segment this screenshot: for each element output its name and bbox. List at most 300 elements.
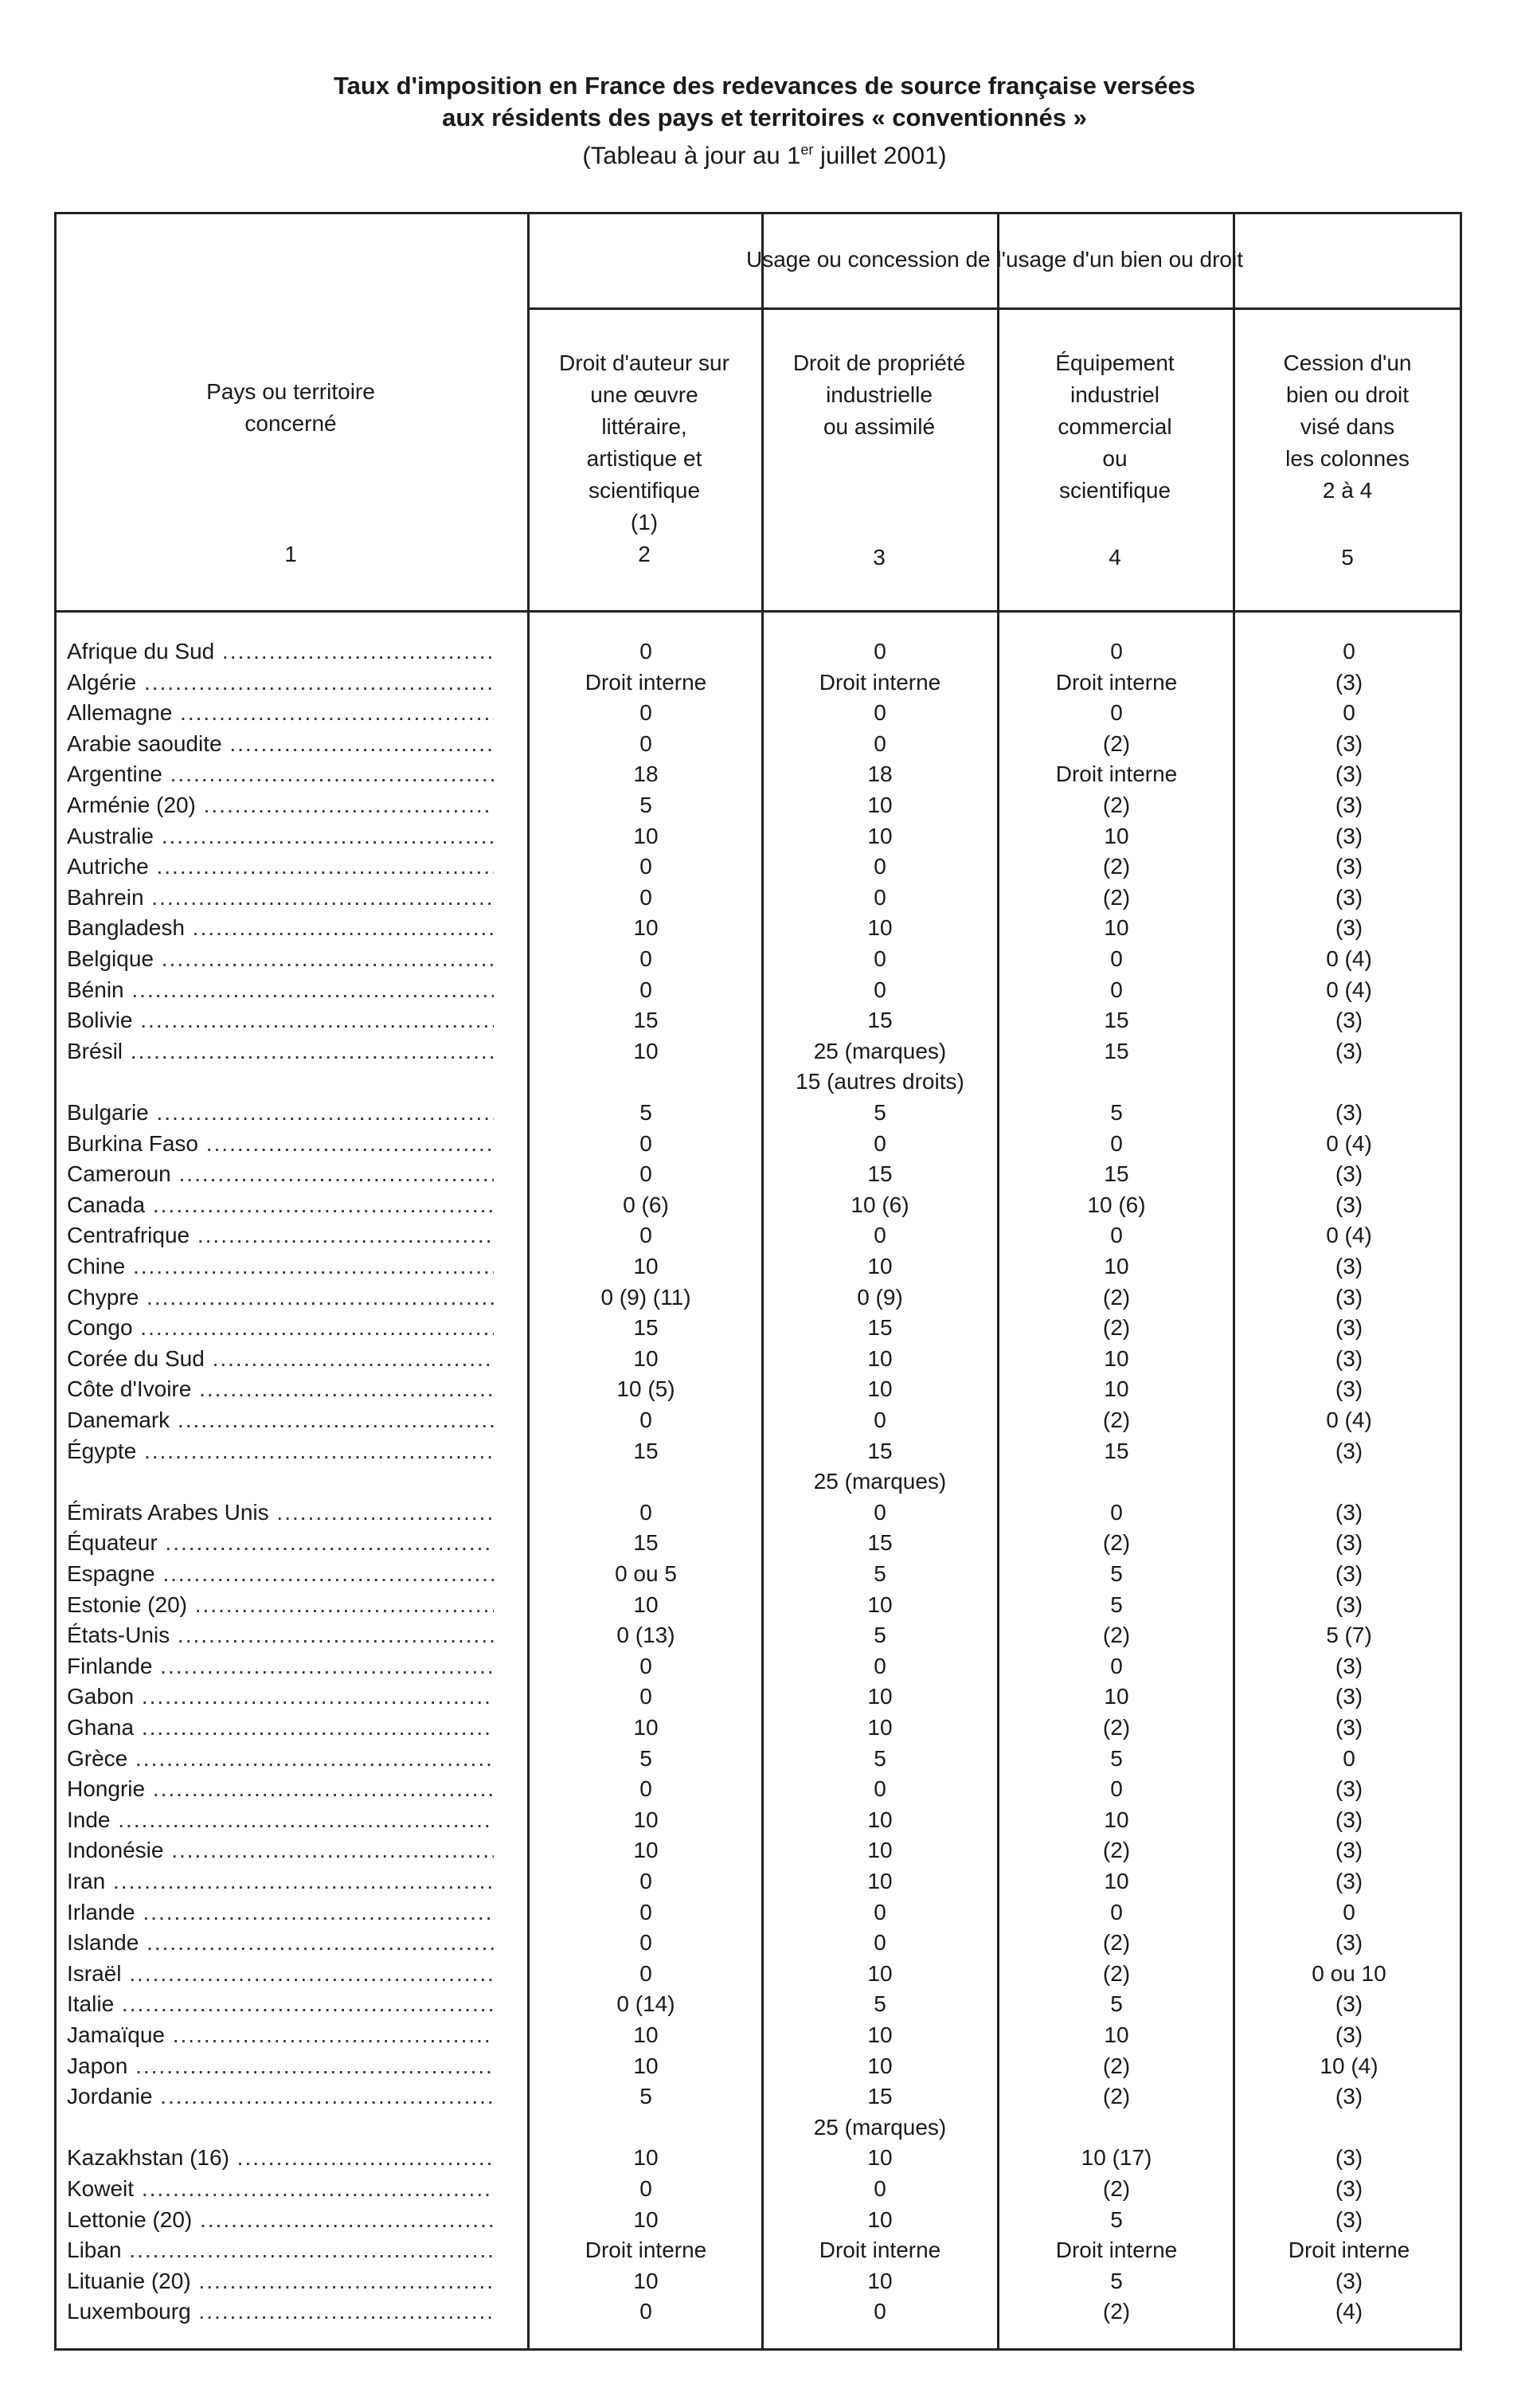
col3-header: Droit de propriété industrielle ou assimilé <box>792 350 966 439</box>
country-name: Liban ..... <box>67 2234 494 2266</box>
rate-c5: (4) <box>1335 2299 1363 2324</box>
table-row <box>0 789 1529 821</box>
rate-c4: 5 <box>1110 1991 1123 2017</box>
country-name: Jamaïque ..... <box>67 2019 494 2051</box>
table-row <box>0 1589 1529 1621</box>
rate-c4: (2) <box>1102 730 1131 756</box>
group-header-rule <box>527 307 1462 310</box>
rate-c5: (3) <box>1335 1930 1363 1956</box>
rate-c2: 0 <box>639 1130 652 1156</box>
country-name: Canada ..... <box>67 1189 494 1221</box>
rate-c2: 0 (9) (11) <box>600 1284 691 1310</box>
rate-c4: 15 <box>1104 1438 1129 1463</box>
table-row <box>0 1189 1529 1221</box>
rate-c2: 0 (13) <box>616 1623 675 1648</box>
rate-c4: (2) <box>1102 1930 1131 1956</box>
rate-c5: (3) <box>1335 1499 1363 1525</box>
rate-c3: 5 <box>874 1100 886 1125</box>
rate-c2: 0 <box>639 1684 652 1709</box>
table-row <box>0 1619 1529 1651</box>
rate-c4: 10 (6) <box>1087 1192 1146 1217</box>
country-name: Côte d'Ivoire ..... <box>67 1373 494 1405</box>
table-row <box>0 1158 1529 1190</box>
rate-c5: (3) <box>1335 1807 1363 1832</box>
rate-c2: Droit interne <box>585 669 707 695</box>
table-row <box>0 1712 1529 1744</box>
country-name: Indonésie ..... <box>67 1834 494 1866</box>
table-row <box>0 2234 1529 2266</box>
table-row <box>0 1282 1529 1314</box>
rate-c5: (3) <box>1335 1869 1363 1893</box>
rate-c2: Droit interne <box>585 2238 707 2263</box>
rate-c4: (2) <box>1102 2084 1131 2109</box>
rate-c3: 10 <box>867 1869 893 1893</box>
rate-c3: 0 <box>874 1899 886 1924</box>
rate-c2: 0 <box>639 884 652 910</box>
table-row <box>0 1958 1529 1990</box>
rate-c2: 10 <box>633 2145 659 2171</box>
rate-c3: 10 <box>867 823 893 848</box>
col4-number: 4 <box>1109 545 1121 570</box>
rate-c3: 10 <box>867 1960 893 1986</box>
rate-c4: 15 <box>1104 1161 1129 1187</box>
rate-c4: 10 <box>1104 1807 1129 1832</box>
rate-c4: 10 <box>1104 1684 1129 1709</box>
rate-c3: 10 <box>867 2268 893 2293</box>
rate-c5: (3) <box>1335 1838 1363 1863</box>
rate-c4: 0 <box>1110 977 1123 1002</box>
rate-c4: (2) <box>1102 1623 1131 1648</box>
col3-number: 3 <box>873 545 886 570</box>
table-row <box>0 1773 1529 1805</box>
country-name: Grèce ..... <box>67 1743 494 1775</box>
rate-c2: 10 <box>633 2206 659 2232</box>
rate-c2: 0 <box>639 730 652 756</box>
country-name: Bahrein ..... <box>67 882 494 914</box>
table-row <box>0 1128 1529 1160</box>
rate-c3: 0 <box>874 854 886 879</box>
table-row <box>0 1466 1529 1498</box>
rate-c3: 0 <box>874 1653 886 1678</box>
header-bottom-rule <box>54 610 1462 613</box>
rate-c4: (2) <box>1102 2053 1131 2078</box>
rate-c5: 0 (4) <box>1326 977 1372 1002</box>
rate-c4: 15 <box>1104 1038 1129 1063</box>
table-row <box>0 820 1529 852</box>
rate-c4: 0 <box>1110 1653 1123 1678</box>
rate-c5: 0 <box>1343 639 1355 664</box>
table-row <box>0 2050 1529 2082</box>
rate-c2: 10 <box>633 823 659 848</box>
table-row <box>0 758 1529 790</box>
rate-c3: 0 <box>874 2176 886 2201</box>
rate-c3: 0 <box>874 639 886 664</box>
country-name: Algérie ..... <box>67 667 494 699</box>
rate-c3: 0 <box>874 1223 886 1248</box>
country-name: Chine ..... <box>67 1251 494 1282</box>
rate-c4: Droit interne <box>1055 762 1178 787</box>
rate-c5: (3) <box>1335 730 1363 756</box>
rate-c2: 5 <box>639 2084 652 2109</box>
rate-c4: 10 <box>1104 1345 1129 1371</box>
rate-c4: 5 <box>1110 1100 1123 1125</box>
rate-c2: 10 <box>633 2268 659 2293</box>
rate-c3: 10 <box>867 793 893 817</box>
rate-c2: 10 <box>633 915 659 941</box>
rate-c4: 10 <box>1104 823 1129 848</box>
rate-c3: 0 <box>874 884 886 910</box>
title-line-2: aux résidents des pays et territoires « conventionnés » <box>442 104 1087 131</box>
country-name: Australie ..... <box>67 820 494 852</box>
country-name: Danemark ..... <box>67 1404 494 1436</box>
rate-c5: (3) <box>1335 669 1363 695</box>
table-row <box>0 974 1529 1006</box>
country-name: États-Unis ..... <box>67 1619 494 1651</box>
country-name: Inde ..... <box>67 1804 494 1836</box>
rate-c3: 0 <box>874 730 886 756</box>
rate-c5: 5 (7) <box>1326 1623 1372 1648</box>
rate-c3: 15 <box>867 1315 893 1341</box>
country-name: Argentine ..... <box>67 758 494 790</box>
rate-c3: 10 <box>867 1592 893 1617</box>
rate-c3: 10 <box>867 2145 893 2171</box>
table-row <box>0 2142 1529 2174</box>
title-line-1: Taux d'imposition en France des redevances de source française versées <box>334 72 1195 100</box>
table-row <box>0 1004 1529 1036</box>
col1-header: Pays ou territoire concerné <box>206 379 375 436</box>
country-name: Congo ..... <box>67 1312 494 1344</box>
rate-c3: 10 <box>867 2206 893 2232</box>
rate-c3: 10 <box>867 1838 893 1863</box>
rate-c3: 10 <box>867 1684 893 1709</box>
country-name: Émirats Arabes Unis ..... <box>67 1497 494 1529</box>
table-row <box>0 697 1529 729</box>
rate-c2: 0 <box>639 1960 652 1986</box>
country-name: Israël ..... <box>67 1958 494 1990</box>
rate-c3: 0 <box>874 1130 886 1156</box>
rate-c4: 0 <box>1110 1223 1123 1248</box>
table-row <box>0 2204 1529 2236</box>
rate-c3: 10 (6) <box>851 1192 909 1217</box>
rate-c3: 15 <box>867 1161 893 1187</box>
rate-c4: 10 (17) <box>1081 2145 1152 2171</box>
country-name: Estonie (20) ..... <box>67 1589 494 1621</box>
col4-header: Équipement industriel commercial ou scientifique <box>1055 350 1175 503</box>
country-name: Cameroun ..... <box>67 1158 494 1190</box>
rate-c2: 0 <box>639 1161 652 1187</box>
rate-c2: 10 (5) <box>616 1376 675 1402</box>
rate-c3: 10 <box>867 2022 893 2047</box>
country-name: Égypte ..... <box>67 1435 494 1467</box>
country-name: Jordanie ..... <box>67 2081 494 2112</box>
country-name: Bulgarie ..... <box>67 1097 494 1129</box>
rate-c4: (2) <box>1102 2176 1131 2201</box>
rate-c5: 0 (4) <box>1326 1130 1372 1156</box>
country-name: Chypre ..... <box>67 1282 494 1314</box>
rate-c4: 0 <box>1110 946 1123 971</box>
rate-c3: 0 (9) <box>857 1284 903 1310</box>
rate-c2: 0 <box>639 1930 652 1956</box>
rate-c2: 10 <box>633 2022 659 2047</box>
rate-c3: 0 <box>874 1408 886 1432</box>
rate-c4: 10 <box>1104 2022 1129 2047</box>
table-row <box>0 2112 1529 2144</box>
table-row <box>0 943 1529 975</box>
table-row <box>0 1834 1529 1866</box>
table-row <box>0 1650 1529 1682</box>
rate-c5: (3) <box>1335 2022 1363 2047</box>
rate-c2: 10 <box>633 1838 659 1863</box>
rate-c5: (3) <box>1335 1991 1363 2017</box>
rate-c5: 0 ou 10 <box>1312 1960 1386 1986</box>
table-row <box>0 1804 1529 1836</box>
rate-c2: 0 <box>639 2299 652 2324</box>
rate-c4: (2) <box>1102 1715 1131 1740</box>
table-row <box>0 2265 1529 2297</box>
rate-c5: (3) <box>1335 1315 1363 1341</box>
col5-number: 5 <box>1341 545 1354 570</box>
table-row <box>0 2173 1529 2205</box>
rate-c5: (3) <box>1335 1592 1363 1617</box>
rate-c3: 10 <box>867 1715 893 1740</box>
country-name: Bolivie ..... <box>67 1004 494 1036</box>
country-name: Lettonie (20) ..... <box>67 2204 494 2236</box>
rate-c4: (2) <box>1102 1315 1131 1341</box>
rate-c2: 0 <box>639 1223 652 1248</box>
table-row <box>0 1435 1529 1467</box>
rate-c2: 10 <box>633 1038 659 1063</box>
rate-c5: (3) <box>1335 793 1363 817</box>
group-header: Usage ou concession de l'usage d'un bien ou droit <box>745 247 1243 272</box>
table-row <box>0 1373 1529 1405</box>
table-row <box>0 1897 1529 1928</box>
rate-c5: 0 (4) <box>1326 946 1372 971</box>
rate-c4: Droit interne <box>1055 669 1178 695</box>
rate-c5: (3) <box>1335 1161 1363 1187</box>
rate-c4: 0 <box>1110 700 1123 726</box>
rate-c2: 0 <box>639 1776 652 1802</box>
rate-c3: 10 <box>867 1807 893 1832</box>
rate-c4: 0 <box>1110 1776 1123 1802</box>
country-name: Afrique du Sud ..... <box>67 636 494 668</box>
rate-c2: 10 <box>633 1254 659 1278</box>
rate-c4: 0 <box>1110 1499 1123 1525</box>
rate-c5: (3) <box>1335 1684 1363 1709</box>
rate-c5: (3) <box>1335 1776 1363 1802</box>
rate-c4: (2) <box>1102 1530 1131 1556</box>
rate-c2: 0 (14) <box>616 1991 675 2017</box>
table-row <box>0 2019 1529 2051</box>
rate-c5: 0 (4) <box>1326 1408 1372 1432</box>
table-title <box>0 70 1529 171</box>
table-row <box>0 1097 1529 1129</box>
rate-c2: 10 <box>633 1807 659 1832</box>
rate-c3: 5 <box>874 1991 886 2017</box>
rate-c4: 0 <box>1110 639 1123 664</box>
table-row <box>0 1312 1529 1344</box>
rate-c4: Droit interne <box>1055 2238 1178 2263</box>
table-row <box>0 2081 1529 2112</box>
table-row <box>0 1251 1529 1282</box>
rate-c5: (3) <box>1335 884 1363 910</box>
title-date <box>0 134 1529 171</box>
rate-c5: (3) <box>1335 1345 1363 1371</box>
table-row <box>0 1527 1529 1559</box>
rate-c3: 25 (marques) <box>813 1038 947 1063</box>
rate-c5: 0 <box>1343 1899 1355 1924</box>
rate-c5: (3) <box>1335 1561 1363 1586</box>
rate-c5: (3) <box>1335 1284 1363 1310</box>
country-name: Lituanie (20) ..... <box>67 2265 494 2297</box>
rate-c2: 10 <box>633 1345 659 1371</box>
rate-c4: 10 <box>1104 1869 1129 1893</box>
table-row <box>0 1743 1529 1775</box>
rate-c2: 10 <box>633 1715 659 1740</box>
country-name: Iran ..... <box>67 1866 494 1897</box>
rate-c3: 10 <box>867 1376 893 1402</box>
rate-c4: 5 <box>1110 1592 1123 1617</box>
rate-c4: 0 <box>1110 1130 1123 1156</box>
country-name: Koweit ..... <box>67 2173 494 2205</box>
rate-c3: 25 (marques) <box>813 1469 947 1494</box>
country-name: Brésil ..... <box>67 1036 494 1067</box>
rate-c3: 25 (marques) <box>813 2114 947 2140</box>
rate-c5: 0 (4) <box>1326 1223 1372 1248</box>
rate-c5: 10 (4) <box>1320 2053 1378 2078</box>
country-name: Équateur ..... <box>67 1527 494 1559</box>
rate-c3: 18 <box>867 762 893 787</box>
table-row <box>0 1866 1529 1897</box>
country-name: Corée du Sud ..... <box>67 1343 494 1375</box>
title-date-suffix: juillet 2001) <box>813 141 947 170</box>
rate-c4: (2) <box>1102 1960 1131 1986</box>
rate-c3: 0 <box>874 977 886 1002</box>
rate-c5: (3) <box>1335 1100 1363 1125</box>
rate-c2: 18 <box>633 762 659 787</box>
rate-c2: 0 ou 5 <box>615 1561 677 1586</box>
rate-c2: 0 <box>639 977 652 1002</box>
col5-header: Cession d'un bien ou droit visé dans les colonnes 2 à 4 <box>1283 350 1412 503</box>
table-row <box>0 1558 1529 1590</box>
rate-c3: 0 <box>874 700 886 726</box>
rate-c3: 5 <box>874 1623 886 1648</box>
rate-c4: 5 <box>1110 1561 1123 1586</box>
rate-c5: (3) <box>1335 2268 1363 2293</box>
table-row <box>0 1343 1529 1375</box>
table-row <box>0 2296 1529 2328</box>
country-name: Japon ..... <box>67 2050 494 2082</box>
rate-c3: 0 <box>874 2299 886 2324</box>
table-row <box>0 667 1529 699</box>
col2-number: 2 <box>638 542 651 566</box>
country-name: Finlande ..... <box>67 1650 494 1682</box>
country-name: Arabie saoudite ..... <box>67 728 494 760</box>
rate-c2: 0 <box>639 2176 652 2201</box>
rate-c5: (3) <box>1335 1715 1363 1740</box>
rate-c3: 10 <box>867 2053 893 2078</box>
country-name: Gabon ..... <box>67 1681 494 1713</box>
rate-c4: (2) <box>1102 884 1131 910</box>
rate-c2: 0 <box>639 1899 652 1924</box>
rate-c5: (3) <box>1335 1008 1363 1033</box>
table-row <box>0 1988 1529 2020</box>
rate-c5: (3) <box>1335 1653 1363 1678</box>
country-name: Centrafrique ..... <box>67 1220 494 1251</box>
country-name: Islande ..... <box>67 1927 494 1959</box>
col1-number: 1 <box>284 542 297 566</box>
rate-c5: (3) <box>1335 854 1363 879</box>
table-row <box>0 1404 1529 1436</box>
rate-c4: (2) <box>1102 1284 1131 1310</box>
table-row <box>0 1497 1529 1529</box>
rate-c2: 15 <box>633 1008 659 1033</box>
rate-c2: 5 <box>639 793 652 817</box>
rate-c5: (3) <box>1335 915 1363 941</box>
country-name: Espagne ..... <box>67 1558 494 1590</box>
rate-c5: (3) <box>1335 762 1363 787</box>
table-row <box>0 1681 1529 1713</box>
country-name: Arménie (20) ..... <box>67 789 494 821</box>
rate-c4: 15 <box>1104 1008 1129 1033</box>
country-name: Burkina Faso ..... <box>67 1128 494 1160</box>
rate-c4: (2) <box>1102 793 1131 817</box>
rate-c3: 5 <box>874 1561 886 1586</box>
rate-c3: 15 <box>867 1438 893 1463</box>
country-name: Bénin ..... <box>67 974 494 1006</box>
rate-c5: (3) <box>1335 1038 1363 1063</box>
rate-c3: 15 <box>867 1008 893 1033</box>
rate-c5: (3) <box>1335 1438 1363 1463</box>
country-name: Belgique ..... <box>67 943 494 975</box>
rate-c2: 0 <box>639 946 652 971</box>
rate-c2: 5 <box>639 1100 652 1125</box>
rate-c5: 0 <box>1343 700 1355 726</box>
rate-c3: 0 <box>874 1499 886 1525</box>
rate-c3: 10 <box>867 1345 893 1371</box>
rate-c3: 10 <box>867 1254 893 1278</box>
rate-c3: 10 <box>867 915 893 941</box>
rate-c5: (3) <box>1335 2206 1363 2232</box>
country-name: Hongrie ..... <box>67 1773 494 1805</box>
rate-c5: (3) <box>1335 2176 1363 2201</box>
title-date-sup: er <box>800 142 814 158</box>
rate-c4: (2) <box>1102 854 1131 879</box>
rate-c2: 10 <box>633 1592 659 1617</box>
country-name: Irlande ..... <box>67 1897 494 1928</box>
rate-c5: (3) <box>1335 1530 1363 1556</box>
rate-c2: 15 <box>633 1438 659 1463</box>
table-row <box>0 1066 1529 1098</box>
rate-c4: 5 <box>1110 1745 1123 1771</box>
rate-c5: (3) <box>1335 1376 1363 1402</box>
rate-c4: 5 <box>1110 2206 1123 2232</box>
rate-c3: Droit interne <box>819 2238 941 2263</box>
rate-c3: 15 (autres droits) <box>796 1069 964 1094</box>
rate-c4: 10 <box>1104 915 1129 941</box>
rate-c4: (2) <box>1102 1408 1131 1432</box>
rate-c5: Droit interne <box>1288 2238 1410 2263</box>
table-row <box>0 1036 1529 1067</box>
rate-c2: 0 <box>639 639 652 664</box>
rate-c2: 10 <box>633 2053 659 2078</box>
rate-c3: 0 <box>874 946 886 971</box>
table-row <box>0 1927 1529 1959</box>
rate-c3: 15 <box>867 2084 893 2109</box>
rate-c5: (3) <box>1335 2084 1363 2109</box>
title-date-prefix: (Tableau à jour au 1 <box>582 141 801 170</box>
rate-c2: 15 <box>633 1315 659 1341</box>
rate-c4: 0 <box>1110 1899 1123 1924</box>
